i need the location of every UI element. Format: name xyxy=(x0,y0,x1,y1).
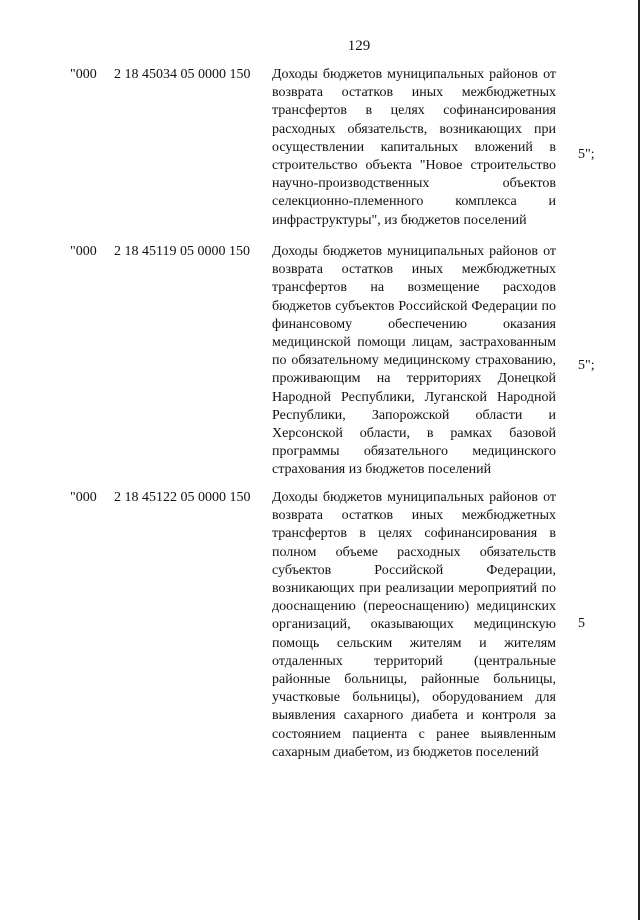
income-code: 2 18 45119 05 0000 150 xyxy=(114,244,250,259)
budget-code xyxy=(70,489,251,507)
page-number: 129 xyxy=(347,38,371,54)
admin-code: "000 xyxy=(70,244,97,259)
admin-code: "000 xyxy=(70,67,97,82)
amount-value: 5 xyxy=(578,616,585,631)
budget-code xyxy=(70,66,251,84)
income-description: Доходы бюджетов муниципальных районов от возврата остатков иных межбюджетных трансфертов в целях софинансирования расходных обязательств, возникающих при осуществлении капитальных вложений в строительство объекта "Новое строительство научно-производственных объектов селекционно-племенного комплекса и инфраструктуры", из бюджетов поселений xyxy=(272,67,556,228)
amount-value: 5"; xyxy=(578,147,595,162)
income-description: Доходы бюджетов муниципальных районов от возврата остатков иных межбюджетных трансфертов на возмещение расходов бюджетов субъектов Российской Федерации по финансовому обеспечению оказания медицинской помощи лицам, застрахованным по обязательному медицинскому страхованию, проживающим на территориях Донецкой Народной Республики, Луганской Народной Республики, Запорожской области и Херсонской области, в рамках базовой программы обязательного медицинского страхования из бюджетов поселений xyxy=(272,244,556,478)
income-code: 2 18 45122 05 0000 150 xyxy=(114,490,251,505)
budget-code xyxy=(70,243,250,261)
income-code: 2 18 45034 05 0000 150 xyxy=(114,67,251,82)
income-description: Доходы бюджетов муниципальных районов от возврата остатков иных межбюджетных трансфертов в целях софинансирования в полном объеме расходных обязательств субъектов Российской Федерации, возникающих при реализации мероприятий по дооснащению (переоснащению) медицинских организаций, оказывающих медицинскую помощь сельским жителям и жителям отдаленных территорий (центральные районные больницы, районные больницы, участковые больницы), оборудованием для выявления сахарного диабета и контроля за состоянием пациента с ранее выявленным сахарным диабетом, из бюджетов поселений xyxy=(272,490,556,760)
admin-code: "000 xyxy=(70,490,97,505)
amount-value: 5"; xyxy=(578,358,595,373)
